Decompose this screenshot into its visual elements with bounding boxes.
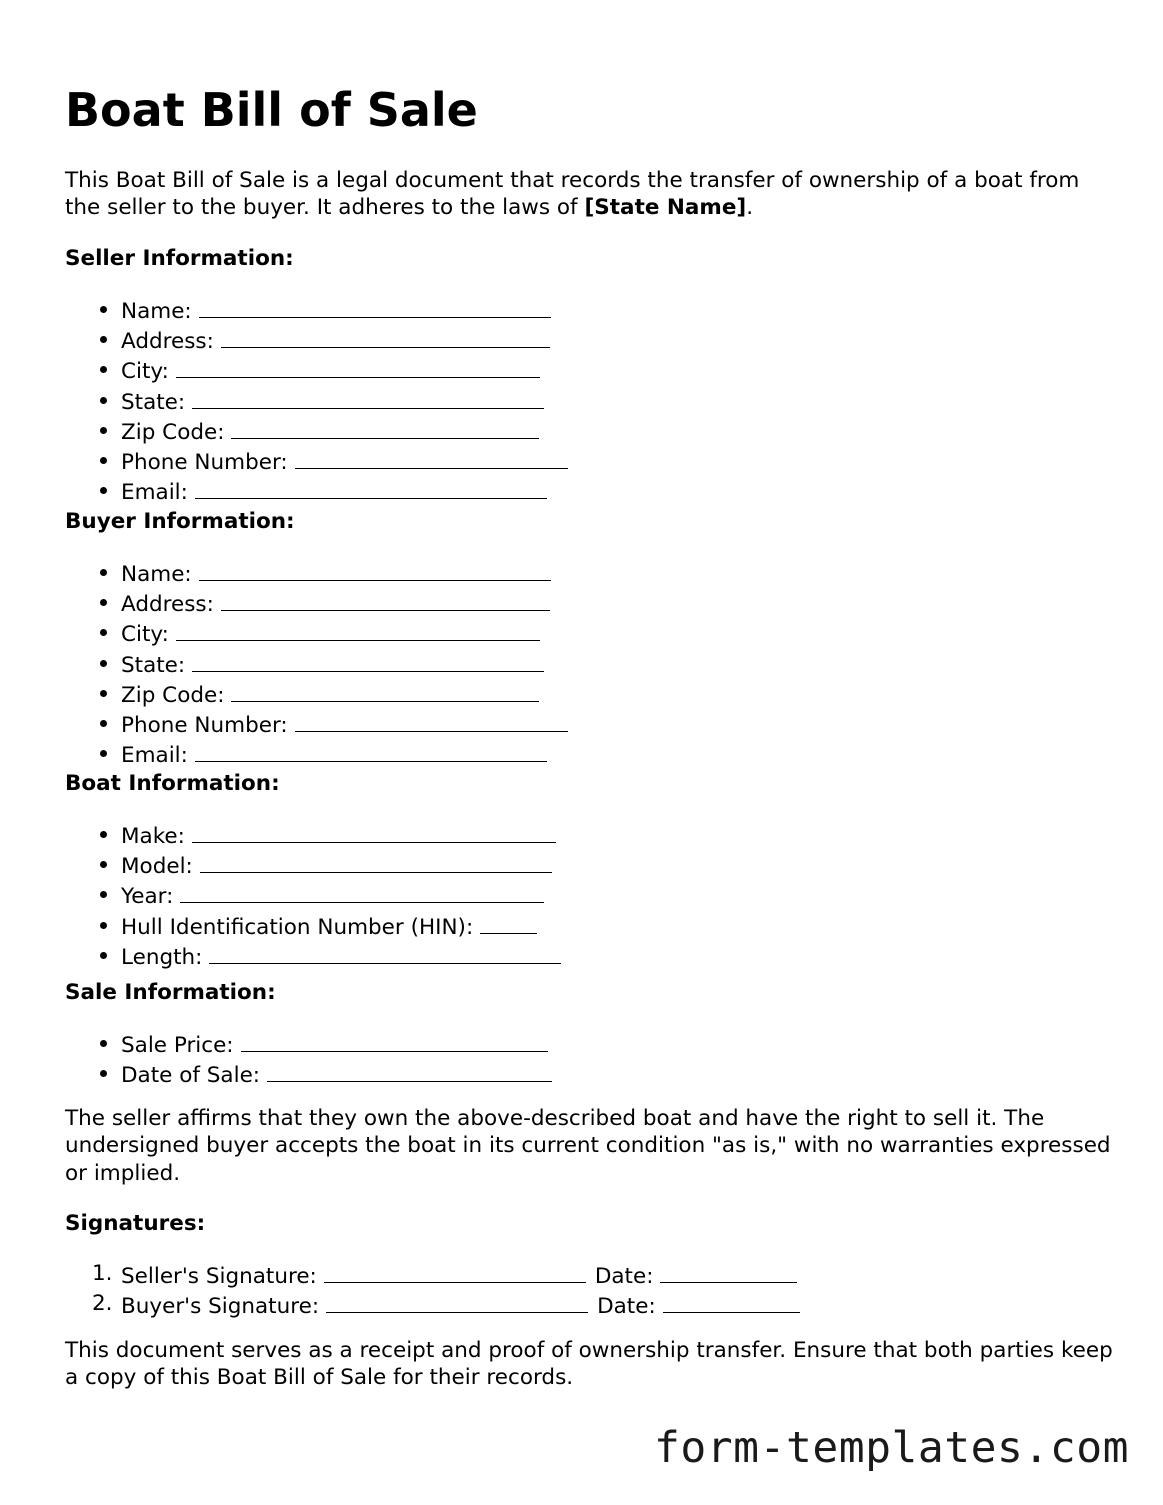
buyer-zip-blank[interactable]	[231, 679, 539, 702]
boat-hin-field	[65, 911, 561, 941]
boat-length-field	[65, 941, 561, 971]
field-label: Email:	[121, 743, 188, 769]
document-title: Boat Bill of Sale	[65, 83, 478, 137]
seller-address-blank[interactable]	[221, 325, 550, 348]
buyer-address-blank[interactable]	[221, 588, 550, 611]
boat-heading: Boat Information:	[65, 771, 280, 796]
date-label: Date:	[597, 1294, 656, 1320]
seller-signature-line	[65, 1260, 800, 1290]
field-label: Email:	[121, 480, 188, 506]
buyer-email-blank[interactable]	[195, 739, 547, 762]
field-label: Phone Number:	[121, 450, 288, 476]
signature-label: Buyer's Signature:	[121, 1294, 320, 1320]
field-label: Address:	[121, 592, 214, 618]
boat-length-blank[interactable]	[209, 941, 561, 964]
signature-label: Seller's Signature:	[121, 1264, 317, 1289]
field-label: State:	[121, 389, 186, 415]
state-name-placeholder: [State Name]	[584, 195, 747, 221]
buyer-fields	[65, 558, 568, 769]
seller-state-field	[65, 386, 568, 416]
list-number: 2.	[92, 1291, 113, 1317]
buyer-city-field	[65, 618, 568, 648]
closing-paragraph: This document serves as a receipt and proof of ownership transfer. Ensure that both parties keep a copy of this Boat Bill of Sale for their records.	[65, 1338, 1113, 1391]
field-label: Make:	[121, 824, 185, 849]
seller-email-field	[65, 476, 568, 506]
buyer-phone-blank[interactable]	[295, 709, 568, 732]
boat-year-blank[interactable]	[180, 880, 544, 903]
buyer-name-blank[interactable]	[199, 558, 551, 581]
field-label: Address:	[121, 329, 214, 355]
seller-email-blank[interactable]	[195, 476, 547, 499]
buyer-phone-field	[65, 709, 568, 739]
boat-model-field	[65, 850, 561, 880]
boat-make-blank[interactable]	[192, 820, 556, 843]
field-label: Hull Identification Number (HIN):	[121, 914, 474, 940]
seller-phone-blank[interactable]	[295, 446, 568, 469]
buyer-state-field	[65, 649, 568, 679]
buyer-email-field	[65, 739, 568, 769]
seller-heading: Seller Information:	[65, 246, 294, 271]
sale-fields	[65, 1029, 552, 1089]
signatures-heading: Signatures:	[65, 1211, 206, 1236]
buyer-city-blank[interactable]	[176, 618, 540, 641]
buyer-zip-field	[65, 679, 568, 709]
buyer-address-field	[65, 588, 568, 618]
seller-city-field	[65, 355, 568, 385]
boat-fields	[65, 820, 561, 971]
sale-price-field	[65, 1029, 552, 1059]
boat-hin-blank[interactable]	[480, 911, 537, 934]
list-number: 1.	[92, 1261, 113, 1286]
buyer-signature-blank[interactable]	[326, 1290, 588, 1313]
seller-city-blank[interactable]	[176, 355, 540, 378]
field-label: Date of Sale:	[121, 1063, 261, 1089]
buyer-name-field	[65, 558, 568, 588]
site-watermark: form-templates.com	[654, 1423, 1129, 1473]
boat-model-blank[interactable]	[200, 850, 552, 873]
sale-date-blank[interactable]	[267, 1059, 552, 1082]
field-label: City:	[121, 622, 169, 648]
field-label: Name:	[121, 299, 192, 324]
field-label: Year:	[121, 884, 174, 910]
boat-year-field	[65, 880, 561, 910]
seller-address-field	[65, 325, 568, 355]
field-label: Name:	[121, 562, 192, 587]
seller-date-blank[interactable]	[660, 1260, 797, 1283]
sale-date-field	[65, 1059, 552, 1089]
buyer-heading: Buyer Information:	[65, 509, 295, 534]
field-label: Sale Price:	[121, 1033, 234, 1058]
buyer-state-blank[interactable]	[192, 649, 544, 672]
seller-phone-field	[65, 446, 568, 476]
signature-list	[65, 1260, 800, 1320]
field-label: Zip Code:	[121, 682, 225, 708]
affirmation-paragraph: The seller affirms that they own the above-described boat and have the right to sell it. The undersigned buyer accepts the boat in its current condition "as is," with no warranties expressed or implied.	[65, 1106, 1111, 1186]
date-label: Date:	[594, 1264, 654, 1289]
sale-heading: Sale Information:	[65, 980, 276, 1005]
intro-paragraph	[65, 167, 1115, 222]
intro-text: This Boat Bill of Sale is a legal document that records the transfer of ownership of a boat from the seller to the buyer. It adheres to the laws of	[65, 168, 1080, 221]
field-label: Model:	[121, 854, 193, 880]
buyer-date-blank[interactable]	[663, 1290, 800, 1313]
seller-fields	[65, 295, 568, 506]
buyer-signature-line	[65, 1290, 800, 1320]
field-label: Length:	[121, 944, 203, 970]
field-label: City:	[121, 359, 169, 385]
intro-period: .	[746, 195, 754, 221]
seller-zip-blank[interactable]	[231, 416, 539, 439]
boat-make-field	[65, 820, 561, 850]
seller-name-field	[65, 295, 568, 325]
seller-zip-field	[65, 416, 568, 446]
sale-price-blank[interactable]	[241, 1029, 548, 1052]
field-label: Zip Code:	[121, 419, 225, 445]
seller-state-blank[interactable]	[192, 386, 544, 409]
seller-name-blank[interactable]	[199, 295, 551, 318]
field-label: Phone Number:	[121, 713, 288, 739]
field-label: State:	[121, 652, 186, 678]
seller-signature-blank[interactable]	[324, 1260, 586, 1283]
